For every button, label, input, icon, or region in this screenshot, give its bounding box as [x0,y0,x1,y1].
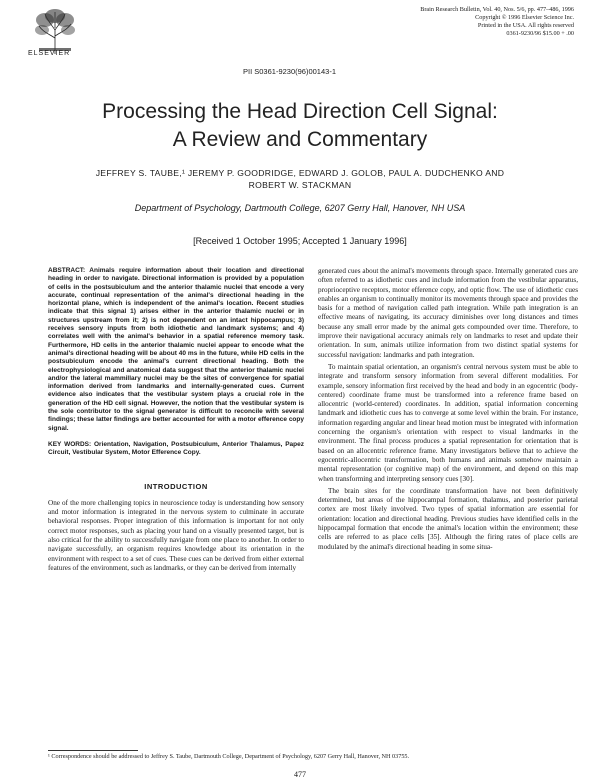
right-column [318,267,578,555]
correspondence-footnote: ¹ Correspondence should be addressed to Jeffrey S. Taube, Dartmouth College, Department of Psychology, 6207 Gerry Hall, Hanover, NH 03755. [48,753,410,760]
elsevier-tree-logo [33,8,77,56]
introduction-heading: INTRODUCTION [144,481,208,491]
journal-line: Brain Research Bulletin, Vol. 40, Nos. 5/6, pp. 477–486, 1996 [420,6,574,13]
body-paragraph: To maintain spatial orientation, an organism's central nervous system must be able to integrate and transform sensory information from several different modalities. For example, sensory information first received by the head and body in an egocentric (body-centered) coordinate frame must be transformed into a reference frame based on allocentric (world-centered) coordinates. In addition, spatial information concerning landmark and idiothetic cues has to converge at some level within the brain. For instance, information regarding angular and linear head motion must be integrated with information concerning the organism's orientation with respect to visual landmarks in the environment. The final process produces a spatial representation for orientation that is based on an allocentric reference frame. Many investigators believe that to achieve the egocentric-allocentric transformation, both humans and animals somehow maintain a mental representation (or cognitive map) of the environment, and depend on this map when transforming and interpreting sensory cues [30]. [318,362,578,483]
received-dates: [Received 1 October 1995; Accepted 1 January 1996] [193,236,407,246]
page-number: 477 [294,770,306,779]
author-list [0,167,600,191]
title-line: A Review and Commentary [172,128,428,151]
publisher-logo-text: ELSEVIER [28,50,71,57]
body-paragraph: The brain sites for the coordinate transformation have not been definitively determined, but areas of the hippocampal formation, thalamus, and posterior parietal cortex are most likely involved. Two types of spatial information are essential for orientation: location and directional heading. Previous studies have identified cells in the hippocampal formation that encode the animal's location within the environment; these cells are referred to as place cells [35]. Although the firing rates of place cells are modulated by the animal's directional heading in some situa- [318,486,578,551]
footnote-rule [48,750,138,751]
intro-paragraph: One of the more challenging topics in neuroscience today is understanding how sensory and motor information is integrated in the nervous system to culminate in accurate behavioral responses. Proper integration of this information is important for not only correct motor responses, such as placing your hand on a visually presented target, but is also critical for the ability to successfully navigate from one place to another. In order to navigate successfully, an organism requires knowledge about its orientation in the environment with respect to a set of cues. These cues can be derived from either external features of the environment, such as landmarks, or they can be derived from internally [48,498,304,572]
authors-line: ROBERT W. STACKMAN [248,180,352,190]
keywords: KEY WORDS: Orientation, Navigation, Postsubiculum, Anterior Thalamus, Papez Circuit, Vestibular System, Motor Efference Copy. [48,440,304,457]
left-column [48,267,304,576]
affiliation: Department of Psychology, Dartmouth College, 6207 Gerry Hall, Hanover, NH USA [134,203,466,213]
authors-line: JEFFREY S. TAUBE,¹ JEREMY P. GOODRIDGE, EDWARD J. GOLOB, PAUL A. DUDCHENKO AND [95,168,505,178]
abstract: ABSTRACT: Animals require information about their location and directional heading in order to navigate. Directional information is provided by a population of cells in the postsubiculum and the anterior thalamic nuclei that encode a very accurate, continual representation of the animal's directional heading in the horizontal plane, which is independent of the animal's location. Recent studies indicate that this signal 1) arises either in the anterior thalamic nuclei or in structures upstream from it; 2) is not dependent on an intact hippocampus; 3) receives sensory inputs from both idiothetic and landmark systems; and 4) correlates well with the animal's behavior in a spatial reference memory task. Furthermore, HD cells in the anterior thalamic nuclei appear to encode what the animal's directional heading will be about 40 ms in the future, while HD cells in the postsubiculum encode the animal's current directional heading. Both the electrophysiological and anatomical data suggest that the anterior thalamic nuclei and/or the lateral mammillary nuclei may be the sites of convergence for spatial information derived from landmarks and internally-generated cues. Current evidence also indicates that the vestibular system plays a crucial role in the generation of the HD cell signal. However, the notion that the vestibular system is the sole contributor to the signal generator is difficult to reconcile with several findings; these latter findings are better accounted for with a motor efference copy signal. [48,267,304,432]
body-paragraph: generated cues about the animal's movements through space. Internally generated cues are often referred to as idiothetic cues and include information from the vestibular apparatus, proprioceptive receptors, motor efference copy, and optic flow. The use of idiothetic cues enables an organism to continually monitor its movements through space and provides the basis for a method of navigation called path integration. While path integration is an effective means of navigating, its accuracy diminishes over long distances and times because any small error made by the animal gets compounded over time. Therefore, to improve their navigational accuracy animals rely on landmarks to reset and update their orientation. In sum, animals utilize information from two distinct spatial systems for successful navigation: landmarks and path integration. [318,267,578,359]
journal-line: 0361-9230/96 $15.00 + .00 [506,30,574,37]
journal-line: Printed in the USA. All rights reserved [477,22,574,29]
journal-citation [374,6,574,38]
journal-line: Copyright © 1996 Elsevier Science Inc. [475,14,574,21]
article-title [0,98,600,154]
pii-identifier: PII S0361-9230(96)00143-1 [243,67,336,76]
title-line: Processing the Head Direction Cell Signal: [102,100,498,123]
